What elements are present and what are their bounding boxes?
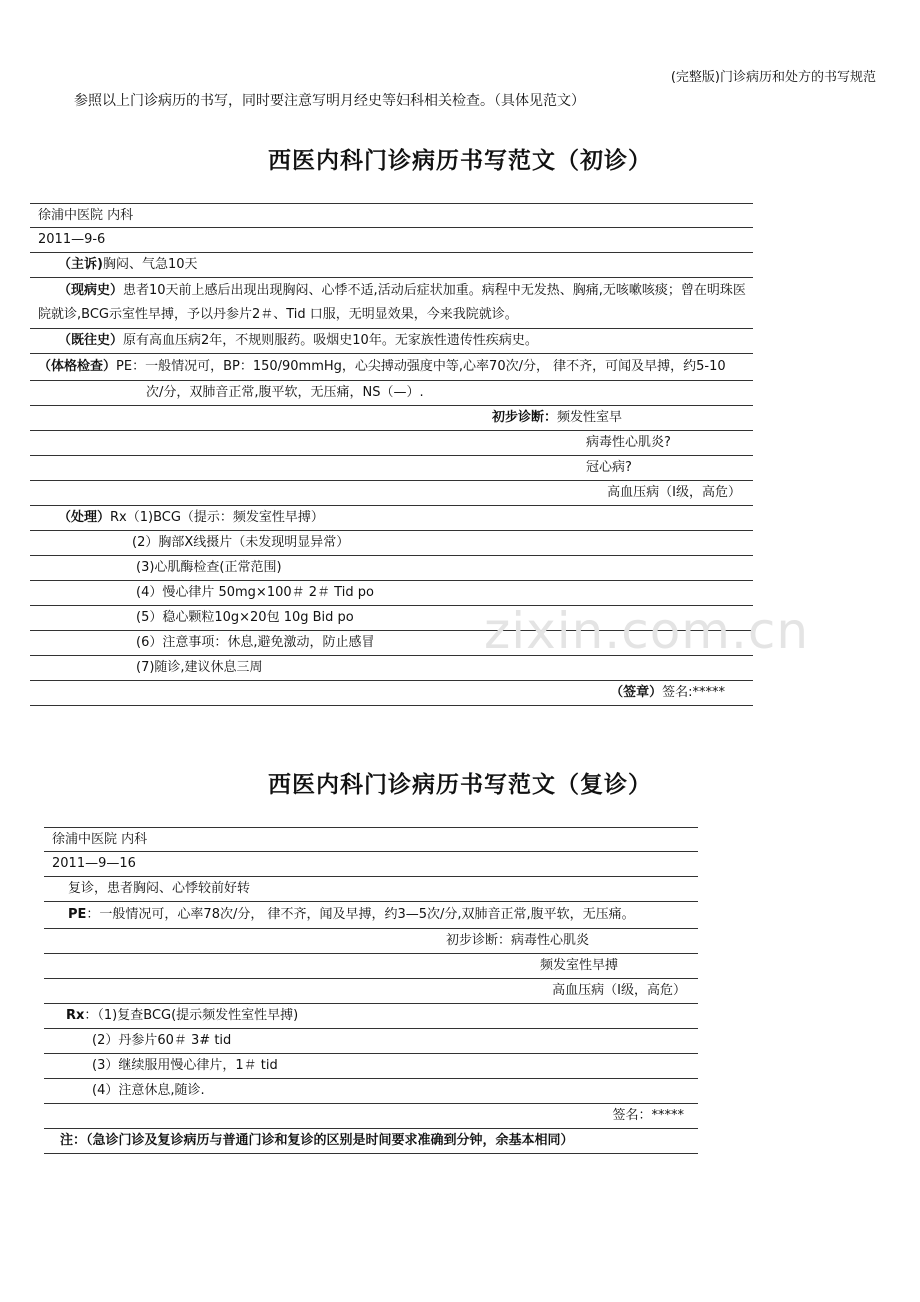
pe-line — [44, 902, 698, 929]
signature-line — [44, 1104, 698, 1129]
complaint-label: （主诉) — [58, 257, 103, 272]
treatment-item-text: (6）注意事项：休息,避免激动，防止感冒 — [136, 635, 375, 650]
rx-item — [44, 1054, 698, 1079]
treatment-first-item: Rx（1)BCG（提示：频发室性早搏） — [110, 510, 324, 525]
diagnosis-label: 初步诊断： — [492, 410, 558, 425]
hospital-name: 徐浦中医院 内科 — [38, 208, 134, 223]
footnote-text: 注：（急诊门诊及复诊病历与普通门诊和复诊的区别是时间要求准确到分钟，余基本相同） — [60, 1133, 574, 1148]
hospital-line — [44, 827, 698, 852]
signature-line — [30, 681, 753, 706]
diagnosis-item: 频发性室早 — [557, 410, 623, 425]
diagnosis-line-1 — [44, 929, 698, 954]
diagnosis-item: 高血压病（Ⅰ级，高危） — [552, 983, 686, 998]
exam-text: PE：一般情况可，BP：150/90mmHg，心尖搏动强度中等,心率70次/分， 律不齐，可闻及早搏，约5-10 — [116, 359, 726, 374]
pe-text: ：一般情况可，心率78次/分， 律不齐，闻及早搏，约3—5次/分,双肺音正常,腹平软，无压痛。 — [86, 907, 635, 922]
diagnosis-item: 病毒性心肌炎? — [586, 435, 671, 450]
treatment-item-text: (4）慢心律片 50mg×100＃ 2＃ Tid po — [136, 585, 374, 600]
date-line — [30, 228, 753, 253]
exam-line — [30, 354, 753, 381]
complaint-text: 复诊，患者胸闷、心悸较前好转 — [68, 881, 251, 896]
rx-item — [44, 1029, 698, 1054]
diagnosis-line-4 — [30, 481, 753, 506]
pmh-label: （既往史） — [58, 333, 124, 348]
hospital-name: 徐浦中医院 内科 — [52, 832, 148, 847]
rx-item-text: (3）继续服用慢心律片，1＃ tid — [92, 1058, 278, 1073]
diagnosis-line-2 — [44, 954, 698, 979]
followup-visit-record — [44, 827, 698, 1154]
document-header-title: (完整版)门诊病历和处方的书写规范 — [670, 70, 876, 85]
diagnosis-label: 初步诊断： — [446, 933, 512, 948]
hpi-text: 患者10天前上感后出现出现胸闷、心悸不适,活动后症状加重。病程中无发热、胸痛,无咳嗽咳痰；曾在明珠医院就诊,BCG示室性早搏，予以丹参片2＃、Tid 口服，无明显效果，今来我院就诊。 — [38, 283, 746, 322]
diagnosis-item: 频发室性早搏 — [540, 958, 619, 973]
signature-text: 签名:***** — [662, 685, 725, 700]
hpi-line — [30, 278, 753, 329]
treatment-line — [30, 506, 753, 531]
treatment-item-text: (7)随诊,建议休息三周 — [136, 660, 263, 675]
treatment-item-text: (5）稳心颗粒10g×20包 10g Bid po — [136, 610, 354, 625]
watermark: zixin.com.cn — [484, 602, 810, 660]
treatment-item — [30, 531, 753, 556]
rx-item-text: (2）丹参片60＃ 3# tid — [92, 1033, 232, 1048]
treatment-item-text: (3)心肌酶检查(正常范围) — [136, 560, 282, 575]
hospital-line — [30, 203, 753, 228]
complaint-line — [44, 877, 698, 902]
diagnosis-item: 病毒性心肌炎 — [511, 933, 590, 948]
treatment-item-text: (2）胸部X线摄片（未发现明显异常） — [132, 535, 350, 550]
diagnosis-line-3 — [44, 979, 698, 1004]
signature-text: 签名：***** — [612, 1108, 684, 1123]
intro-text: 参照以上门诊病历的书写，同时要注意写明月经史等妇科相关检查。（具体见范文） — [74, 93, 585, 109]
treatment-label: （处理） — [58, 510, 111, 525]
rx-item — [44, 1079, 698, 1104]
footnote-line — [44, 1129, 698, 1154]
exam-label: （体格检查） — [38, 359, 117, 374]
initial-visit-title: 西医内科门诊病历书写范文（初诊） — [268, 147, 652, 174]
exam-continued-line — [30, 381, 753, 406]
diagnosis-item: 冠心病? — [586, 460, 632, 475]
visit-date: 2011—9-6 — [38, 232, 106, 247]
pmh-line — [30, 329, 753, 354]
diagnosis-line-1 — [30, 406, 753, 431]
diagnosis-item: 高血压病（Ⅰ级，高危） — [607, 485, 741, 500]
visit-date: 2011—9—16 — [52, 856, 136, 871]
signature-label: （签章） — [610, 685, 663, 700]
hpi-label: （现病史） — [58, 283, 124, 298]
complaint-text: 胸闷、气急10天 — [102, 257, 198, 272]
diagnosis-line-2 — [30, 431, 753, 456]
date-line — [44, 852, 698, 877]
exam-continued-text: 次/分，双肺音正常,腹平软，无压痛，NS（—）. — [146, 385, 424, 400]
rx-label: Rx — [66, 1008, 85, 1023]
rx-line — [44, 1004, 698, 1029]
rx-first-item: ：（1)复查BCG(提示频发性室性早搏) — [84, 1008, 299, 1023]
treatment-item — [30, 556, 753, 581]
complaint-line — [30, 253, 753, 278]
pe-label: PE — [68, 907, 87, 922]
pmh-text: 原有高血压病2年，不规则服药。吸烟史10年。无家族性遗传性疾病史。 — [123, 333, 538, 348]
diagnosis-line-3 — [30, 456, 753, 481]
rx-item-text: (4）注意休息,随诊. — [92, 1083, 205, 1098]
followup-visit-title: 西医内科门诊病历书写范文（复诊） — [268, 771, 652, 798]
